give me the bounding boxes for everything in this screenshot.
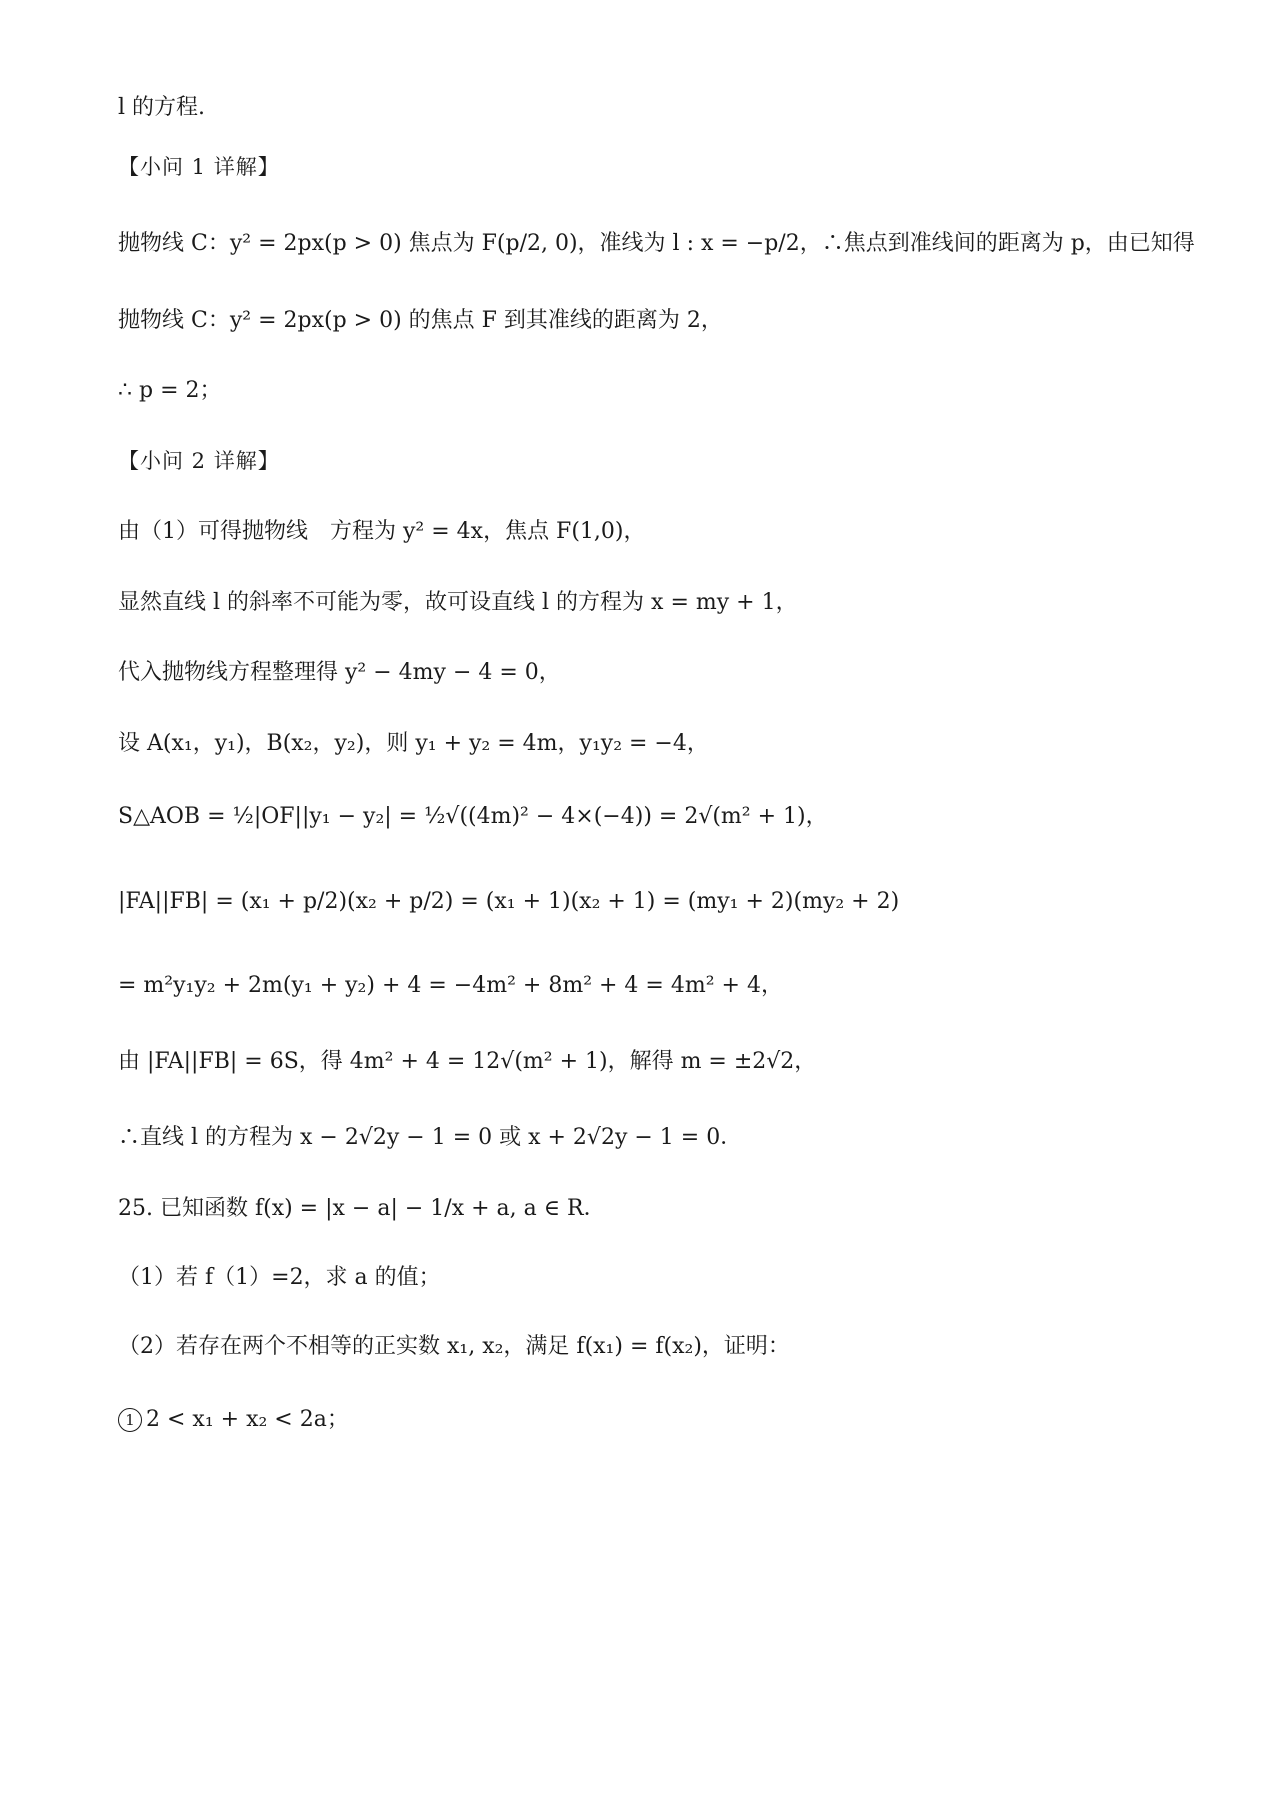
circled-number-marker: 1 xyxy=(118,1408,142,1432)
text-line-1: l 的方程. xyxy=(118,95,206,120)
text-line-vieta: 设 A(x₁，y₁)，B(x₂，y₂)，则 y₁ + y₂ = 4m，y₁y₂ = −4， xyxy=(118,731,709,756)
text-line-answer: ∴直线 l 的方程为 x − 2√2y − 1 = 0 或 x + 2√2y − 1 = 0． xyxy=(118,1125,743,1150)
section-heading-part-2: 【小问 2 详解】 xyxy=(118,449,280,473)
problem-25-claim-1 xyxy=(118,1400,1220,1440)
text-line-parabola-eq: 由（1）可得抛物线 方程为 y² = 4x，焦点 F(1,0)， xyxy=(118,519,646,544)
text-line-expand: = m²y₁y₂ + 2m(y₁ + y₂) + 4 = −4m² + 8m² + 4 = 4m² + 4， xyxy=(118,973,783,998)
problem-25-part-2: （2）若存在两个不相等的正实数 x₁, x₂，满足 f(x₁) = f(x₂)，证明： xyxy=(118,1334,790,1359)
text-line-solve-m: 由 |FA||FB| = 6S，得 4m² + 4 = 12√(m² + 1)，解得 m = ±2√2， xyxy=(118,1049,817,1074)
text-line-focus-directrix: 抛物线 C：y² = 2px(p > 0) 焦点为 F(p/2, 0)，准线为 l : x = −p/2，∴焦点到准线间的距离为 p，由已知得 xyxy=(118,231,1195,256)
problem-25-statement: 25. 已知函数 f(x) = |x − a| − 1/x + a, a ∈ R． xyxy=(118,1196,606,1221)
problem-25-part-1: （1）若 f（1）=2，求 a 的值； xyxy=(118,1265,441,1290)
text-line-area: S△AOB = ½|OF||y₁ − y₂| = ½√((4m)² − 4×(−4)) = 2√(m² + 1)， xyxy=(118,804,828,829)
claim-1-text: 2 < x₁ + x₂ < 2a； xyxy=(146,1407,349,1432)
section-heading-part-1: 【小问 1 详解】 xyxy=(118,155,280,179)
text-line-line-eq: 显然直线 l 的斜率不可能为零，故可设直线 l 的方程为 x = my + 1， xyxy=(118,590,798,615)
text-line-product: |FA||FB| = (x₁ + p/2)(x₂ + p/2) = (x₁ + 1)(x₂ + 1) = (my₁ + 2)(my₂ + 2) xyxy=(118,889,900,914)
text-line-distance: 抛物线 C：y² = 2px(p > 0) 的焦点 F 到其准线的距离为 2， xyxy=(118,308,723,333)
text-line-p-value: ∴ p = 2； xyxy=(118,378,222,403)
text-line-substitute: 代入抛物线方程整理得 y² − 4my − 4 = 0， xyxy=(118,660,561,685)
